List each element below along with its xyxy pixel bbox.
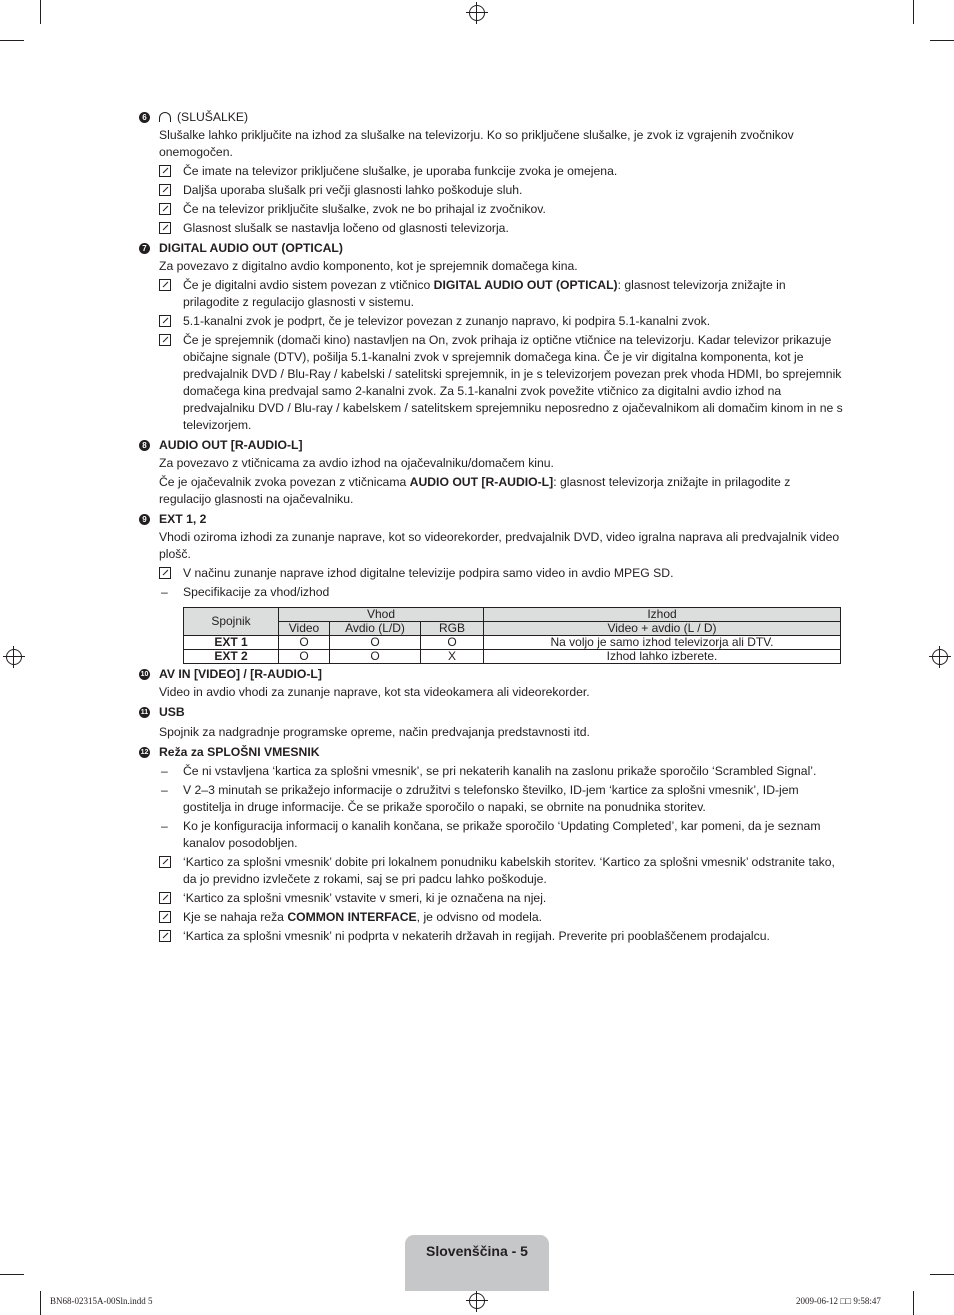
section-body: Slušalke lahko priključite na izhod za slušalke na televizorju. Ko so priključene slušalke, je zvok iz vgrajenih zvočnikov onemogočen. bbox=[159, 128, 794, 159]
section-number: 12 bbox=[140, 749, 149, 756]
page-number-tab bbox=[405, 1235, 549, 1291]
note-icon bbox=[159, 279, 171, 291]
section-heading: AUDIO OUT [R-AUDIO-L] bbox=[159, 438, 303, 452]
section-body: Za povezavo z vtičnicama za avdio izhod na ojačevalniku/domačem kinu. bbox=[159, 456, 554, 470]
note-item: 5.1-kanalni zvok je podprt, če je televizor povezan z zunanjo napravo, ki podpira 5.1-kanalni zvok. bbox=[159, 313, 844, 330]
dash-item: – Specifikacije za vhod/izhod bbox=[161, 585, 330, 599]
section-digital-audio-out bbox=[139, 240, 844, 434]
spec-table bbox=[183, 607, 841, 664]
crop-mark bbox=[930, 1274, 954, 1275]
section-number: 11 bbox=[140, 709, 149, 716]
note-icon bbox=[159, 165, 171, 177]
section-usb bbox=[139, 704, 844, 741]
note-icon bbox=[159, 892, 171, 904]
section-number: 8 bbox=[139, 440, 150, 451]
section-number: 10 bbox=[140, 671, 149, 678]
note-item: V načinu zunanje naprave izhod digitalne televizije podpira samo video in avdio MPEG SD. bbox=[159, 565, 844, 582]
headphone-icon bbox=[159, 112, 171, 122]
table-row: EXT 1 O O O Na voljo je samo izhod televizorja ali DTV. bbox=[184, 636, 841, 650]
section-ext bbox=[139, 511, 844, 601]
section-heading: AV IN [VIDEO] / [R-AUDIO-L] bbox=[159, 667, 322, 681]
note-icon bbox=[159, 930, 171, 942]
section-headphones bbox=[139, 109, 844, 237]
section-heading: Reža za SPLOŠNI VMESNIK bbox=[159, 745, 320, 759]
table-header: Izhod bbox=[484, 608, 841, 622]
section-heading: EXT 1, 2 bbox=[159, 512, 207, 526]
section-number: 7 bbox=[139, 243, 150, 254]
note-icon bbox=[159, 334, 171, 346]
page-label: Slovenščina - 5 bbox=[426, 1243, 528, 1259]
print-datetime: 2009-06-12 □□ 9:58:47 bbox=[796, 1296, 881, 1306]
table-header: Spojnik bbox=[184, 608, 279, 636]
section-body: Vhodi oziroma izhodi za zunanje naprave, kot so videorekorder, predvajalnik DVD, video igralna naprava ali predvajalnik video plošč. bbox=[159, 530, 840, 561]
registration-mark-icon bbox=[469, 1293, 485, 1309]
crop-mark bbox=[913, 1291, 914, 1315]
table-row: EXT 2 O O X Izhod lahko izberete. bbox=[184, 650, 841, 664]
section-heading: DIGITAL AUDIO OUT (OPTICAL) bbox=[159, 241, 343, 255]
crop-mark bbox=[0, 40, 24, 41]
note-icon bbox=[159, 911, 171, 923]
dash-item: – Če ni vstavljena ‘kartica za splošni vmesnik’, se pri nekaterih kanalih na zaslonu prikaže sporočilo ‘Scrambled Signal’. bbox=[161, 764, 817, 778]
note-item: Če imate na televizor priključene slušalke, je uporaba funkcije zvoka je omejena. bbox=[159, 163, 844, 180]
table-header: Video + avdio (L / D) bbox=[484, 622, 841, 636]
section-number: 6 bbox=[139, 112, 150, 123]
section-body: Za povezavo z digitalno avdio komponento, kot je sprejemnik domačega kina. bbox=[159, 259, 578, 273]
note-item: ‘Kartico za splošni vmesnik’ vstavite v smeri, ki je označena na njej. bbox=[159, 890, 844, 907]
section-heading: USB bbox=[159, 705, 185, 719]
section-heading: (SLUŠALKE) bbox=[177, 110, 249, 124]
table-header: Avdio (L/D) bbox=[330, 622, 421, 636]
section-av-in bbox=[139, 666, 844, 701]
note-item: Daljša uporaba slušalk pri večji glasnosti lahko poškoduje sluh. bbox=[159, 182, 844, 199]
table-header: Video bbox=[279, 622, 330, 636]
note-icon bbox=[159, 315, 171, 327]
section-common-interface bbox=[139, 744, 844, 945]
section-number: 9 bbox=[139, 514, 150, 525]
note-item: ‘Kartico za splošni vmesnik’ dobite pri lokalnem ponudniku kabelskih storitev. ‘Kartico za splošni vmesnik’ odstranite tako, da jo previdno izvlečete z rokami, saj se pri padcu lahko poškoduje. bbox=[159, 854, 844, 888]
note-icon bbox=[159, 222, 171, 234]
table-header: Vhod bbox=[279, 608, 484, 622]
note-item: Če je digitalni avdio sistem povezan z vtičnico DIGITAL AUDIO OUT (OPTICAL): glasnost televizorja znižajte in prilagodite z regulacijo glasnosti v sistemu. bbox=[159, 277, 844, 311]
note-item: ‘Kartica za splošni vmesnik’ ni podprta v nekaterih državah in regijah. Preverite pri pooblaščenem prodajalcu. bbox=[159, 928, 844, 945]
registration-mark-icon bbox=[6, 649, 22, 665]
manual-content bbox=[139, 108, 844, 947]
section-body: Spojnik za nadgradnje programske opreme, način predvajanja predstavnosti itd. bbox=[159, 725, 590, 739]
note-icon bbox=[159, 203, 171, 215]
crop-mark bbox=[913, 0, 914, 24]
crop-mark bbox=[40, 1291, 41, 1315]
table-header: RGB bbox=[421, 622, 484, 636]
registration-mark-icon bbox=[469, 5, 485, 21]
section-body-2: Če je ojačevalnik zvoka povezan z vtičnicama AUDIO OUT [R-AUDIO-L]: glasnost televizorja znižajte in prilagodite z regulacijo glasnosti na ojačevalniku. bbox=[159, 475, 791, 506]
crop-mark bbox=[930, 40, 954, 41]
dash-item: – Ko je konfiguracija informacij o kanalih končana, se prikaže sporočilo ‘Updating Completed’, kar pomeni, da je seznam kanalov posodobljen. bbox=[161, 819, 821, 850]
note-item: Če je sprejemnik (domači kino) nastavljen na On, zvok prihaja iz optične vtičnice na televizorju. Kadar televizor prikazuje običajne signale (DTV), pošilja 5.1-kanalni zvok v sprejemnik domačega kina. Če je vir digitalna komponenta, kot je predvajalnik DVD / Blu-Ray / kabelski / satelitski sprejemnik, in je s televizorjem povezan prek vhoda HDMI, bo sprejemnik domačega kina predvajal samo 2-kanalni zvok. Za 5.1-kanalni zvok povežite vtičnico za digitalni avdio izhod na predvajalniku DVD / Blu-ray / kabelskem / satelitskem sprejemniku neposredno z ojačevalnikom ali domačim kinom in ne s televizorjem. bbox=[159, 332, 844, 434]
note-icon bbox=[159, 184, 171, 196]
section-audio-out bbox=[139, 437, 844, 508]
note-item: Glasnost slušalk se nastavlja ločeno od glasnosti televizorja. bbox=[159, 220, 844, 237]
registration-mark-icon bbox=[932, 649, 948, 665]
note-item: Če na televizor priključite slušalke, zvok ne bo prihajal iz zvočnikov. bbox=[159, 201, 844, 218]
note-item: Kje se nahaja reža COMMON INTERFACE, je odvisno od modela. bbox=[159, 909, 844, 926]
crop-mark bbox=[40, 0, 41, 24]
note-icon bbox=[159, 567, 171, 579]
section-body: Video in avdio vhodi za zunanje naprave, kot sta videokamera ali videorekorder. bbox=[159, 685, 590, 699]
file-name: BN68-02315A-00Sln.indd 5 bbox=[50, 1296, 153, 1306]
crop-mark bbox=[0, 1274, 24, 1275]
dash-item: – V 2–3 minutah se prikažejo informacije o združitvi s telefonsko številko, ID-jem ‘kartice za splošni vmesnik’, ID-jem gostitelja in druge informacije. Če se prikaže sporočilo o napaki, se obrnite na ponudnika storitev. bbox=[161, 783, 799, 814]
note-icon bbox=[159, 856, 171, 868]
